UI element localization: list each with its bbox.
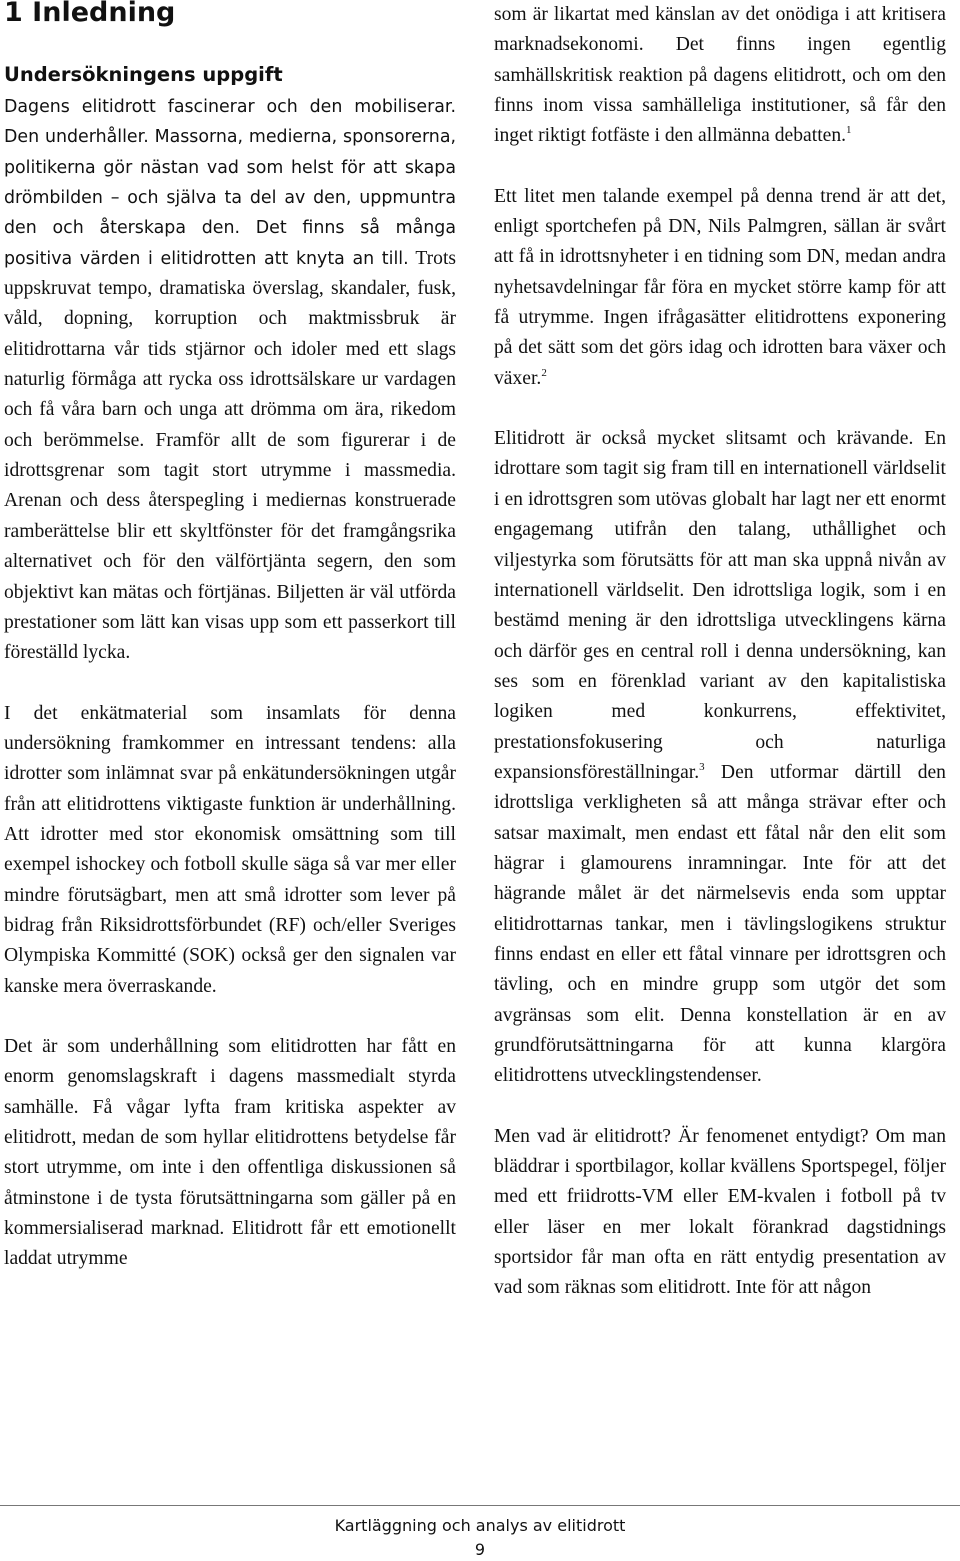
- footer-divider: [0, 1505, 960, 1506]
- right-paragraph-2-text: Ett litet men talande exempel på denna trend är att det, enligt sportchefen på DN, Nils Palmgren, sällan är svårt att få in idrottsnyheter i en tidning som DN, medan andra nyhetsavdelningar får föra en mycket större kamp för att få utrymme. Ingen ifrågasätter elitidrottens exponering på det sätt som det görs idag och idrotten bara växer och växer.: [494, 185, 946, 389]
- right-column: [494, 0, 946, 1304]
- footnote-ref-3: 3: [699, 760, 705, 773]
- left-paragraph-3: Det är som underhållning som elitidrotten har fått en enorm genomslagskraft i dagens massmedialt styrda samhälle. Få vågar lyfta fram kritiska aspekter av elitidrott, medan de som hyllar elitidrottens betydelse får stort utrymme, om inte i den offentliga diskussionen så åtminstone i de tysta förutsättningarna som gäller på en kommersialiserad marknad. Elitidrott får ett emotionellt laddat utrymme: [4, 1035, 456, 1270]
- section-heading: Undersökningens uppgift: [4, 63, 283, 86]
- paragraph-gap: [4, 1002, 456, 1032]
- left-paragraph-2: I det enkätmaterial som insamlats för denna undersökning framkommer en intressant tendens: alla idrotter som inlämnat svar på enkätundersökningen utgår från att elitidrottens viktigaste funktion är underhållning. Att idrotter med stor ekonomisk omsättning som till exempel ishockey och fotboll skulle säga så var mer eller mindre förutsägbart, men att små idrotter som lever på bidrag från Riksidrottsförbundet (RF) och/eller Sveriges Olympiska Kommitté (SOK) också ger den signalen var kanske mera överraskande.: [4, 702, 456, 997]
- right-paragraph-3: [494, 424, 946, 1092]
- left-paragraph-1: [4, 92, 456, 669]
- chapter-title: 1 Inledning: [4, 0, 176, 28]
- paragraph-gap: [494, 394, 946, 424]
- page-number: 9: [474, 1540, 486, 1559]
- right-paragraph-2: [494, 182, 946, 394]
- paragraph-gap: [494, 1092, 946, 1122]
- right-paragraph-1-text: som är likartat med känslan av det onödiga i att kritisera marknadsekonomi. Det finns ingen egentlig samhällskritisk reaktion på dagens elitidrott, och om den finns inom vissa samhälleliga institutioner, så får den inget riktigt fotfäste i den allmänna debatten.: [494, 4, 946, 147]
- right-paragraph-3-text-b: Den utformar därtill den idrottsliga verkligheten så att många strävar efter och satsar maximalt, men endast ett fåtal når den elit som hägrar i glamourens inramningar. Inte för att det hägrande målet är det närmelsevis enda som upptar elitidrottarnas tankar, men i tävlingslogikens struktur finns endast en eller ett fåtal vinnare per idrottsgren och tävling, och en mindre grupp som utgör det som avgränsas som elit. Denna konstellation är en av grundförutsättningarna för att kunna klargöra elitidrottens utvecklingstendenser.: [494, 761, 946, 1087]
- right-paragraph-1: [494, 0, 946, 152]
- left-paragraph-1-sans-part: Dagens elitidrott fascinerar och den mobiliserar. Den underhåller. Massorna, medierna, sponsorerna, politikerna gör nästan vad som helst för att skapa drömbilden – och själva ta del av den, uppmuntra den och återskapa den. Det finns så många positiva värden i elitidrotten att knyta an till.: [4, 97, 456, 269]
- left-column: [4, 0, 456, 1275]
- paragraph-gap: [494, 152, 946, 182]
- right-paragraph-4: Men vad är elitidrott? Är fenomenet entydigt? Om man bläddrar i sportbilagor, kollar kvällens Sportspegel, följer med ett friidrotts-VM eller EM-kvalen i fotboll på tv eller läser en mer lokalt förankrad dagstidnings sportsidor får man ofta en rätt entydig presentation av vad som räknas som elitidrott. Inte för att någon: [494, 1125, 946, 1299]
- footnote-ref-2: 2: [541, 366, 547, 379]
- left-paragraph-1-serif-part: Trots uppskruvat tempo, dramatiska överslag, skandaler, fusk, våld, dopning, korruption och maktmissbruk är elitidrottarna vår tids stjärnor och idoler med ett slags naturlig förmåga att rycka oss idrottsälskare ur vardagen och få våra barn och unga att drömma om ära, rikedom och berömmelse. Framför allt de som figurerar i de idrottsgrenar som tagit stort utrymme i massmedia. Arenan och dess återspegling i mediernas konstruerade ramberättelse blir ett skyltfönster för det framgångsrika alternativet och för den välförtjänta segern, den som objektivt kan mätas och förtjänas. Biljetten är väl utförda prestationer som lätt kan visas upp som ett passerkort till föreställd lycka.: [4, 247, 457, 664]
- footnote-ref-1: 1: [846, 124, 852, 137]
- running-footer-title: Kartläggning och analys av elitidrott: [334, 1516, 626, 1535]
- paragraph-gap: [4, 669, 456, 699]
- right-paragraph-3-text-a: Elitidrott är också mycket slitsamt och krävande. En idrottare som tagit sig fram till en internationell världselit i en idrottsgren som utövas globalt har lagt ner ett enormt engagemang utifrån den talang, uthållighet och viljestyrka som förutsätts för att man ska uppnå nivån av internationell världselit. Den idrottsliga logik, som i en bestämd mening är den idrottsliga utvecklingens kärna och därför ges en central roll i denna undersökning, kan ses som en förenklad variant av den kapitalistiska logiken med konkurrens, effektivitet, prestationsfokusering och naturliga expansionsföreställningar.: [494, 428, 946, 783]
